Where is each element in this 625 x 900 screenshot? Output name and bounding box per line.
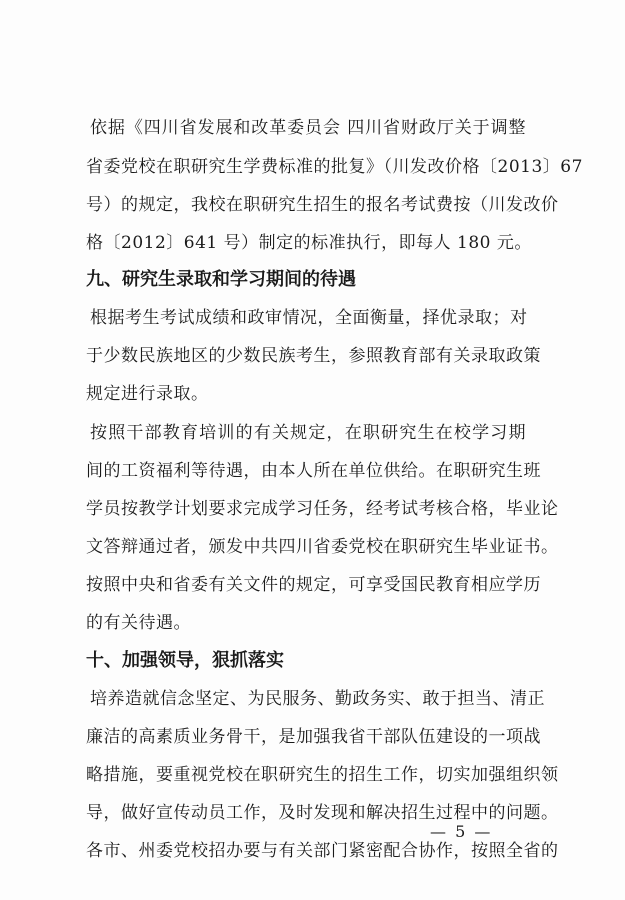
page-number: — 5 —: [430, 822, 493, 841]
section-9-p2-line-2: 间的工资福利等待遇，由本人所在单位供给。在职研究生班: [86, 461, 541, 481]
section-10-p1-line-3: 略措施，要重视党校在职研究生的招生工作，切实加强组织领: [86, 765, 559, 785]
section-10-p1-line-1: 培养造就信念坚定、为民服务、勤政务实、敢于担当、清正: [90, 689, 545, 709]
paragraph-fee-line-2: 省委党校在职研究生学费标准的批复》（川发改价格〔2013〕67: [86, 157, 583, 177]
paragraph-fee-line-4: 格〔2012〕641 号）制定的标准执行，即每人 180 元。: [86, 233, 532, 253]
section-9-p1-line-2: 于少数民族地区的少数民族考生，参照教育部有关录取政策: [86, 346, 541, 366]
section-10-p1-line-5: 各市、州委党校招办要与有关部门紧密配合协作，按照全省的: [86, 841, 559, 861]
section-9-heading: 九、研究生录取和学习期间的待遇: [86, 269, 356, 290]
section-9-p2-line-6: 的有关待遇。: [86, 613, 191, 633]
paragraph-fee-line-1: 依据《四川省发展和改革委员会 四川省财政厅关于调整: [90, 118, 526, 138]
section-9-p2-line-1: 按照干部教育培训的有关规定，在职研究生在校学习期: [90, 423, 526, 443]
section-9-p2-line-4: 文答辩通过者，颁发中共四川省委党校在职研究生毕业证书。: [86, 537, 559, 557]
section-10-p1-line-2: 廉洁的高素质业务骨干，是加强我省干部队伍建设的一项战: [86, 727, 541, 747]
section-9-p1-line-1: 根据考生考试成绩和政审情况，全面衡量，择优录取；对: [90, 308, 528, 328]
section-10-heading: 十、加强领导，狠抓落实: [86, 650, 284, 671]
section-9-p2-line-5: 按照中央和省委有关文件的规定，可享受国民教育相应学历: [86, 575, 541, 595]
paragraph-fee-line-3: 号）的规定，我校在职研究生招生的报名考试费按（川发改价: [86, 195, 559, 215]
section-9-p2-line-3: 学员按教学计划要求完成学习任务，经考试考核合格，毕业论: [86, 499, 559, 519]
section-10-p1-line-4: 导，做好宣传动员工作，及时发现和解决招生过程中的问题。: [86, 803, 559, 823]
section-9-p1-line-3: 规定进行录取。: [86, 384, 209, 404]
